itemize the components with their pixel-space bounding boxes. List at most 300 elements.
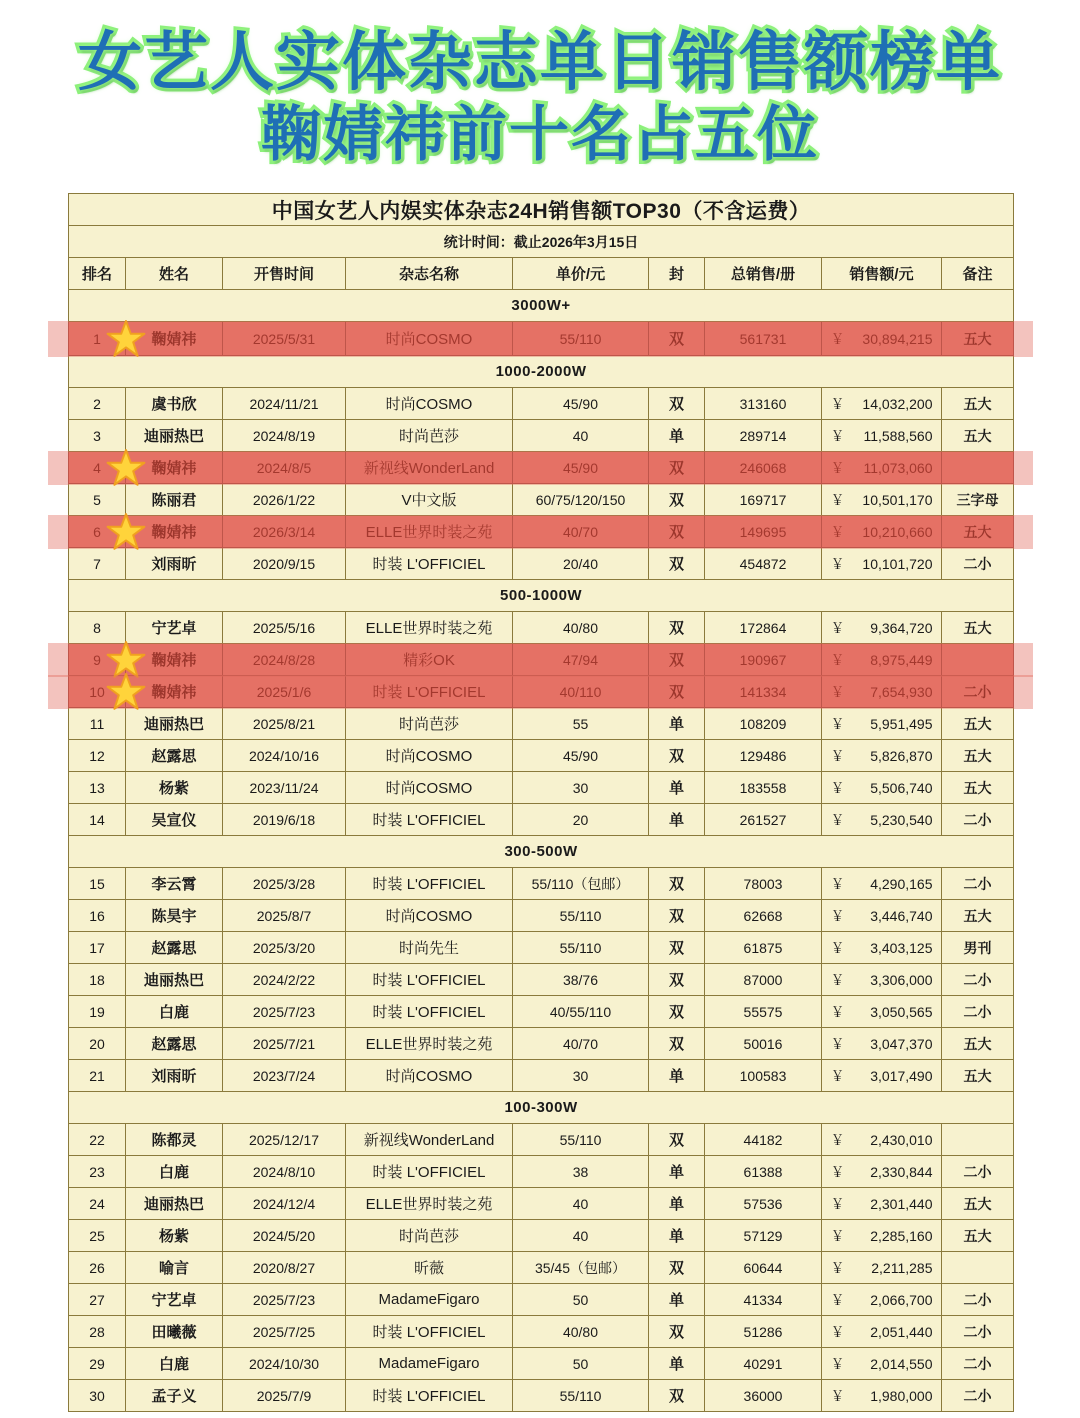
cell-release-date: 2024/12/4 [223, 1188, 346, 1220]
currency-symbol: ￥ [830, 491, 845, 508]
cell-magazine: 时尚COSMO [346, 900, 513, 932]
column-header-1: 姓名 [126, 258, 223, 290]
sales-amount-value: 2,330,844 [870, 1163, 933, 1180]
stat-time-row [69, 226, 1014, 258]
sales-amount-value: 3,446,740 [870, 907, 933, 924]
cell-magazine: 时尚COSMO [346, 1060, 513, 1092]
cell-total-sold: 78003 [705, 868, 822, 900]
cell-name: 刘雨昕 [126, 548, 223, 580]
cell-name: 迪丽热巴 [126, 1188, 223, 1220]
cell-release-date: 2025/7/23 [223, 1284, 346, 1316]
cell-unit-price: 40/55/110 [513, 996, 649, 1028]
cell-magazine: 新视线WonderLand [346, 452, 513, 484]
cell-magazine: 时尚COSMO [346, 740, 513, 772]
cell-name: 孟子义 [126, 1380, 223, 1412]
cell-total-sold: 246068 [705, 452, 822, 484]
cell-unit-price: 55 [513, 708, 649, 740]
cell-release-date: 2026/3/14 [223, 516, 346, 548]
cell-unit-price: 50 [513, 1284, 649, 1316]
cell-cover-type: 双 [649, 1124, 705, 1156]
cell-total-sold: 289714 [705, 420, 822, 452]
currency-symbol: ￥ [830, 1259, 845, 1276]
cell-unit-price: 47/94 [513, 644, 649, 676]
table-row[interactable] [69, 644, 1014, 676]
cell-note: 二小 [942, 1284, 1014, 1316]
cell-magazine: 时装 L'OFFICIEL [346, 676, 513, 708]
cell-total-sold: 51286 [705, 1316, 822, 1348]
sales-amount-value: 2,301,440 [870, 1195, 933, 1212]
cell-note: 三字母 [942, 484, 1014, 516]
cell-rank: 19 [69, 996, 126, 1028]
cell-unit-price: 20 [513, 804, 649, 836]
cell-rank: 17 [69, 932, 126, 964]
cell-cover-type: 单 [649, 1060, 705, 1092]
cell-magazine: 时装 L'OFFICIEL [346, 996, 513, 1028]
cell-note: 五大 [942, 1060, 1014, 1092]
cell-note: 二小 [942, 804, 1014, 836]
cell-magazine: 时尚芭莎 [346, 420, 513, 452]
cell-unit-price: 55/110 [513, 900, 649, 932]
cell-cover-type: 双 [649, 1380, 705, 1412]
cell-name: 鞠婧祎 [126, 676, 223, 708]
cell-total-sold: 55575 [705, 996, 822, 1028]
cell-unit-price: 40 [513, 1220, 649, 1252]
cell-cover-type: 双 [649, 644, 705, 676]
cell-rank: 21 [69, 1060, 126, 1092]
cell-magazine: 时尚芭莎 [346, 708, 513, 740]
cell-sales-amount [822, 484, 942, 516]
cell-total-sold: 62668 [705, 900, 822, 932]
stat-time-label: 统计时间：截止2026年3月15日 [69, 226, 1014, 258]
table-caption: 中国女艺人内娱实体杂志24H销售额TOP30（不含运费） [69, 194, 1014, 226]
cell-release-date: 2019/6/18 [223, 804, 346, 836]
table-row[interactable] [69, 516, 1014, 548]
cell-note: 五大 [942, 1220, 1014, 1252]
currency-symbol: ￥ [830, 1195, 845, 1212]
cell-cover-type: 双 [649, 996, 705, 1028]
table-row[interactable] [69, 868, 1014, 900]
table-row[interactable] [69, 932, 1014, 964]
cell-rank: 23 [69, 1156, 126, 1188]
column-header-3: 杂志名称 [346, 258, 513, 290]
cell-name: 喻言 [126, 1252, 223, 1284]
cell-total-sold: 141334 [705, 676, 822, 708]
cell-name: 田曦薇 [126, 1316, 223, 1348]
table-row[interactable] [69, 452, 1014, 484]
cell-release-date: 2025/5/31 [223, 322, 346, 356]
cell-total-sold: 36000 [705, 1380, 822, 1412]
cell-rank: 15 [69, 868, 126, 900]
cell-release-date: 2025/7/23 [223, 996, 346, 1028]
cell-rank: 5 [69, 484, 126, 516]
cell-rank: 6 [69, 516, 126, 548]
cell-release-date: 2025/3/20 [223, 932, 346, 964]
cell-rank: 25 [69, 1220, 126, 1252]
cell-release-date: 2025/1/6 [223, 676, 346, 708]
table-row[interactable] [69, 548, 1014, 580]
table-row[interactable] [69, 1284, 1014, 1316]
currency-symbol: ￥ [830, 1131, 845, 1148]
cell-sales-amount [822, 452, 942, 484]
sales-amount-value: 2,430,010 [870, 1131, 933, 1148]
sales-amount-value: 11,073,060 [863, 459, 933, 476]
cell-rank: 8 [69, 612, 126, 644]
cell-rank: 22 [69, 1124, 126, 1156]
cell-name: 迪丽热巴 [126, 708, 223, 740]
table-row[interactable] [69, 388, 1014, 420]
currency-symbol: ￥ [830, 1355, 845, 1372]
sales-amount-value: 14,032,200 [862, 395, 933, 412]
currency-symbol: ￥ [830, 459, 845, 476]
sales-amount-value: 2,211,285 [871, 1259, 933, 1276]
table-row[interactable] [69, 1156, 1014, 1188]
currency-symbol: ￥ [830, 875, 845, 892]
currency-symbol: ￥ [830, 619, 845, 636]
cell-release-date: 2025/3/28 [223, 868, 346, 900]
cell-name: 陈都灵 [126, 1124, 223, 1156]
cell-total-sold: 61875 [705, 932, 822, 964]
cell-note: 五大 [942, 1028, 1014, 1060]
cell-release-date: 2024/11/21 [223, 388, 346, 420]
cell-cover-type: 双 [649, 932, 705, 964]
cell-rank: 10 [69, 676, 126, 708]
table-row[interactable] [69, 420, 1014, 452]
cell-sales-amount [822, 644, 942, 676]
currency-symbol: ￥ [830, 939, 845, 956]
cell-unit-price: 20/40 [513, 548, 649, 580]
cell-sales-amount [822, 932, 942, 964]
table-row[interactable] [69, 322, 1014, 356]
cell-unit-price: 55/110 [513, 1380, 649, 1412]
cell-note: 二小 [942, 1348, 1014, 1380]
cell-sales-amount [822, 1380, 942, 1412]
group-header-row [69, 356, 1014, 388]
cell-magazine: V中文版 [346, 484, 513, 516]
cell-total-sold: 169717 [705, 484, 822, 516]
cell-total-sold: 60644 [705, 1252, 822, 1284]
cell-magazine: ELLE世界时装之苑 [346, 516, 513, 548]
cell-rank: 30 [69, 1380, 126, 1412]
cell-magazine: 时装 L'OFFICIEL [346, 1316, 513, 1348]
cell-rank: 29 [69, 1348, 126, 1380]
sales-amount-value: 5,506,740 [870, 779, 933, 796]
cell-cover-type: 双 [649, 322, 705, 356]
cell-unit-price: 30 [513, 772, 649, 804]
cell-unit-price: 55/110 [513, 1124, 649, 1156]
cell-note: 五大 [942, 322, 1014, 356]
cell-sales-amount [822, 996, 942, 1028]
cell-total-sold: 561731 [705, 322, 822, 356]
sales-amount-value: 3,047,370 [870, 1035, 933, 1052]
cell-rank: 1 [69, 322, 126, 356]
cell-name: 赵露思 [126, 1028, 223, 1060]
sales-amount-value: 8,975,449 [870, 651, 933, 668]
sales-amount-value: 2,066,700 [870, 1291, 933, 1308]
cell-release-date: 2024/8/10 [223, 1156, 346, 1188]
cell-magazine: 新视线WonderLand [346, 1124, 513, 1156]
cell-sales-amount [822, 1348, 942, 1380]
cell-cover-type: 单 [649, 1156, 705, 1188]
cell-unit-price: 40 [513, 420, 649, 452]
cell-magazine: 昕薇 [346, 1252, 513, 1284]
table-row[interactable] [69, 1028, 1014, 1060]
cell-release-date: 2023/7/24 [223, 1060, 346, 1092]
cell-release-date: 2024/8/28 [223, 644, 346, 676]
cell-release-date: 2026/1/22 [223, 484, 346, 516]
cell-sales-amount [822, 612, 942, 644]
currency-symbol: ￥ [830, 907, 845, 924]
cell-release-date: 2024/2/22 [223, 964, 346, 996]
cell-sales-amount [822, 1252, 942, 1284]
table-row[interactable] [69, 1124, 1014, 1156]
cell-rank: 2 [69, 388, 126, 420]
ranking-table-container [68, 193, 1013, 1412]
sales-amount-value: 10,210,660 [862, 523, 933, 540]
cell-name: 赵露思 [126, 740, 223, 772]
table-row[interactable] [69, 484, 1014, 516]
cell-unit-price: 40/70 [513, 1028, 649, 1060]
sales-amount-value: 9,364,720 [870, 619, 933, 636]
cell-unit-price: 45/90 [513, 740, 649, 772]
column-header-row [69, 258, 1014, 290]
cell-cover-type: 双 [649, 452, 705, 484]
cell-unit-price: 40 [513, 1188, 649, 1220]
sales-amount-value: 10,501,170 [862, 491, 933, 508]
cell-name: 虞书欣 [126, 388, 223, 420]
cell-release-date: 2024/10/16 [223, 740, 346, 772]
cell-release-date: 2025/7/25 [223, 1316, 346, 1348]
cell-unit-price: 45/90 [513, 452, 649, 484]
cell-cover-type: 双 [649, 676, 705, 708]
cell-rank: 4 [69, 452, 126, 484]
cell-rank: 12 [69, 740, 126, 772]
cell-total-sold: 190967 [705, 644, 822, 676]
cell-release-date: 2020/8/27 [223, 1252, 346, 1284]
cell-name: 白鹿 [126, 996, 223, 1028]
currency-symbol: ￥ [830, 330, 845, 347]
cell-sales-amount [822, 676, 942, 708]
cell-name: 鞠婧祎 [126, 452, 223, 484]
cell-unit-price: 40/70 [513, 516, 649, 548]
cell-magazine: MadameFigaro [346, 1284, 513, 1316]
cell-total-sold: 50016 [705, 1028, 822, 1060]
table-row[interactable] [69, 1060, 1014, 1092]
currency-symbol: ￥ [830, 651, 845, 668]
cell-release-date: 2024/8/19 [223, 420, 346, 452]
cell-sales-amount [822, 1220, 942, 1252]
cell-release-date: 2023/11/24 [223, 772, 346, 804]
cell-magazine: 时装 L'OFFICIEL [346, 548, 513, 580]
group-header-row [69, 836, 1014, 868]
column-header-4: 单价/元 [513, 258, 649, 290]
cell-note: 二小 [942, 868, 1014, 900]
cell-unit-price: 50 [513, 1348, 649, 1380]
cell-name: 李云霄 [126, 868, 223, 900]
sales-amount-value: 3,306,000 [870, 971, 933, 988]
cell-total-sold: 61388 [705, 1156, 822, 1188]
table-row[interactable] [69, 996, 1014, 1028]
cell-cover-type: 单 [649, 1188, 705, 1220]
table-row[interactable] [69, 1348, 1014, 1380]
currency-symbol: ￥ [830, 811, 845, 828]
cell-magazine: 时尚芭莎 [346, 1220, 513, 1252]
cell-rank: 27 [69, 1284, 126, 1316]
cell-note: 五大 [942, 772, 1014, 804]
cell-unit-price: 38/76 [513, 964, 649, 996]
cell-name: 鞠婧祎 [126, 644, 223, 676]
group-header-label: 500-1000W [69, 580, 1014, 612]
cell-total-sold: 57536 [705, 1188, 822, 1220]
currency-symbol: ￥ [830, 1035, 845, 1052]
cell-sales-amount [822, 548, 942, 580]
cell-sales-amount [822, 708, 942, 740]
cell-total-sold: 108209 [705, 708, 822, 740]
table-row[interactable] [69, 612, 1014, 644]
cell-name: 白鹿 [126, 1348, 223, 1380]
cell-unit-price: 55/110 [513, 322, 649, 356]
cell-rank: 20 [69, 1028, 126, 1060]
group-header-label: 3000W+ [69, 290, 1014, 322]
cell-total-sold: 183558 [705, 772, 822, 804]
cell-rank: 26 [69, 1252, 126, 1284]
cell-release-date: 2024/8/5 [223, 452, 346, 484]
cell-release-date: 2025/8/21 [223, 708, 346, 740]
currency-symbol: ￥ [830, 715, 845, 732]
cell-rank: 11 [69, 708, 126, 740]
cell-cover-type: 双 [649, 484, 705, 516]
group-header-row [69, 1092, 1014, 1124]
cell-magazine: ELLE世界时装之苑 [346, 612, 513, 644]
cell-cover-type: 单 [649, 772, 705, 804]
group-header-label: 300-500W [69, 836, 1014, 868]
cell-note: 五大 [942, 516, 1014, 548]
cell-total-sold: 149695 [705, 516, 822, 548]
table-row[interactable] [69, 772, 1014, 804]
cell-note [942, 452, 1014, 484]
column-header-8: 备注 [942, 258, 1014, 290]
sales-amount-value: 2,285,160 [870, 1227, 933, 1244]
cell-cover-type: 双 [649, 1316, 705, 1348]
sales-amount-value: 3,017,490 [870, 1067, 933, 1084]
cell-sales-amount [822, 1060, 942, 1092]
currency-symbol: ￥ [830, 1003, 845, 1020]
cell-release-date: 2024/10/30 [223, 1348, 346, 1380]
sales-amount-value: 2,014,550 [870, 1355, 933, 1372]
cell-sales-amount [822, 420, 942, 452]
cell-name: 鞠婧祎 [126, 516, 223, 548]
cell-name: 杨紫 [126, 1220, 223, 1252]
cell-note: 二小 [942, 964, 1014, 996]
cell-cover-type: 双 [649, 612, 705, 644]
cell-release-date: 2025/7/9 [223, 1380, 346, 1412]
cell-cover-type: 双 [649, 516, 705, 548]
table-row[interactable] [69, 1220, 1014, 1252]
cell-cover-type: 单 [649, 1284, 705, 1316]
cell-note: 二小 [942, 996, 1014, 1028]
sales-amount-value: 11,588,560 [863, 427, 933, 444]
cell-name: 迪丽热巴 [126, 420, 223, 452]
table-row[interactable] [69, 676, 1014, 708]
table-row[interactable] [69, 1316, 1014, 1348]
table-row[interactable] [69, 708, 1014, 740]
cell-sales-amount [822, 322, 942, 356]
cell-magazine: 时装 L'OFFICIEL [346, 964, 513, 996]
cell-note: 二小 [942, 1316, 1014, 1348]
cell-release-date: 2024/5/20 [223, 1220, 346, 1252]
sales-amount-value: 3,403,125 [870, 939, 933, 956]
currency-symbol: ￥ [830, 747, 845, 764]
cell-unit-price: 38 [513, 1156, 649, 1188]
cell-name: 杨紫 [126, 772, 223, 804]
cell-note [942, 1124, 1014, 1156]
cell-magazine: 时装 L'OFFICIEL [346, 1380, 513, 1412]
group-header-row [69, 290, 1014, 322]
cell-unit-price: 40/110 [513, 676, 649, 708]
currency-symbol: ￥ [830, 427, 845, 444]
sales-amount-value: 30,894,215 [862, 330, 933, 347]
cell-cover-type: 单 [649, 1348, 705, 1380]
column-header-0: 排名 [69, 258, 126, 290]
cell-unit-price: 40/80 [513, 612, 649, 644]
column-header-5: 封 [649, 258, 705, 290]
cell-cover-type: 双 [649, 868, 705, 900]
table-row[interactable] [69, 900, 1014, 932]
currency-symbol: ￥ [830, 395, 845, 412]
cell-unit-price: 55/110 [513, 932, 649, 964]
cell-sales-amount [822, 964, 942, 996]
cell-magazine: 时尚COSMO [346, 322, 513, 356]
cell-total-sold: 100583 [705, 1060, 822, 1092]
cell-sales-amount [822, 1188, 942, 1220]
cell-note [942, 644, 1014, 676]
table-row[interactable] [69, 964, 1014, 996]
group-header-row [69, 580, 1014, 612]
cell-cover-type: 单 [649, 420, 705, 452]
table-row[interactable] [69, 804, 1014, 836]
page-title-block [0, 0, 1080, 170]
cell-sales-amount [822, 900, 942, 932]
cell-release-date: 2020/9/15 [223, 548, 346, 580]
cell-total-sold: 454872 [705, 548, 822, 580]
cell-sales-amount [822, 1316, 942, 1348]
cell-release-date: 2025/7/21 [223, 1028, 346, 1060]
cell-magazine: 时尚先生 [346, 932, 513, 964]
sales-amount-value: 10,101,720 [862, 555, 933, 572]
table-row[interactable] [69, 1252, 1014, 1284]
cell-cover-type: 双 [649, 964, 705, 996]
table-row[interactable] [69, 740, 1014, 772]
column-header-7: 销售额/元 [822, 258, 942, 290]
cell-cover-type: 双 [649, 900, 705, 932]
table-row[interactable] [69, 1380, 1014, 1412]
cell-magazine: MadameFigaro [346, 1348, 513, 1380]
column-header-6: 总销售/册 [705, 258, 822, 290]
cell-name: 宁艺卓 [126, 612, 223, 644]
cell-total-sold: 87000 [705, 964, 822, 996]
sales-amount-value: 7,654,930 [870, 683, 933, 700]
cell-magazine: ELLE世界时装之苑 [346, 1188, 513, 1220]
cell-note: 五大 [942, 1188, 1014, 1220]
cell-note [942, 1252, 1014, 1284]
table-row[interactable] [69, 1188, 1014, 1220]
sales-amount-value: 5,230,540 [870, 811, 933, 828]
cell-cover-type: 双 [649, 388, 705, 420]
cell-unit-price: 60/75/120/150 [513, 484, 649, 516]
cell-name: 白鹿 [126, 1156, 223, 1188]
sales-amount-value: 4,290,165 [870, 875, 933, 892]
cell-magazine: 时尚COSMO [346, 772, 513, 804]
cell-cover-type: 单 [649, 804, 705, 836]
